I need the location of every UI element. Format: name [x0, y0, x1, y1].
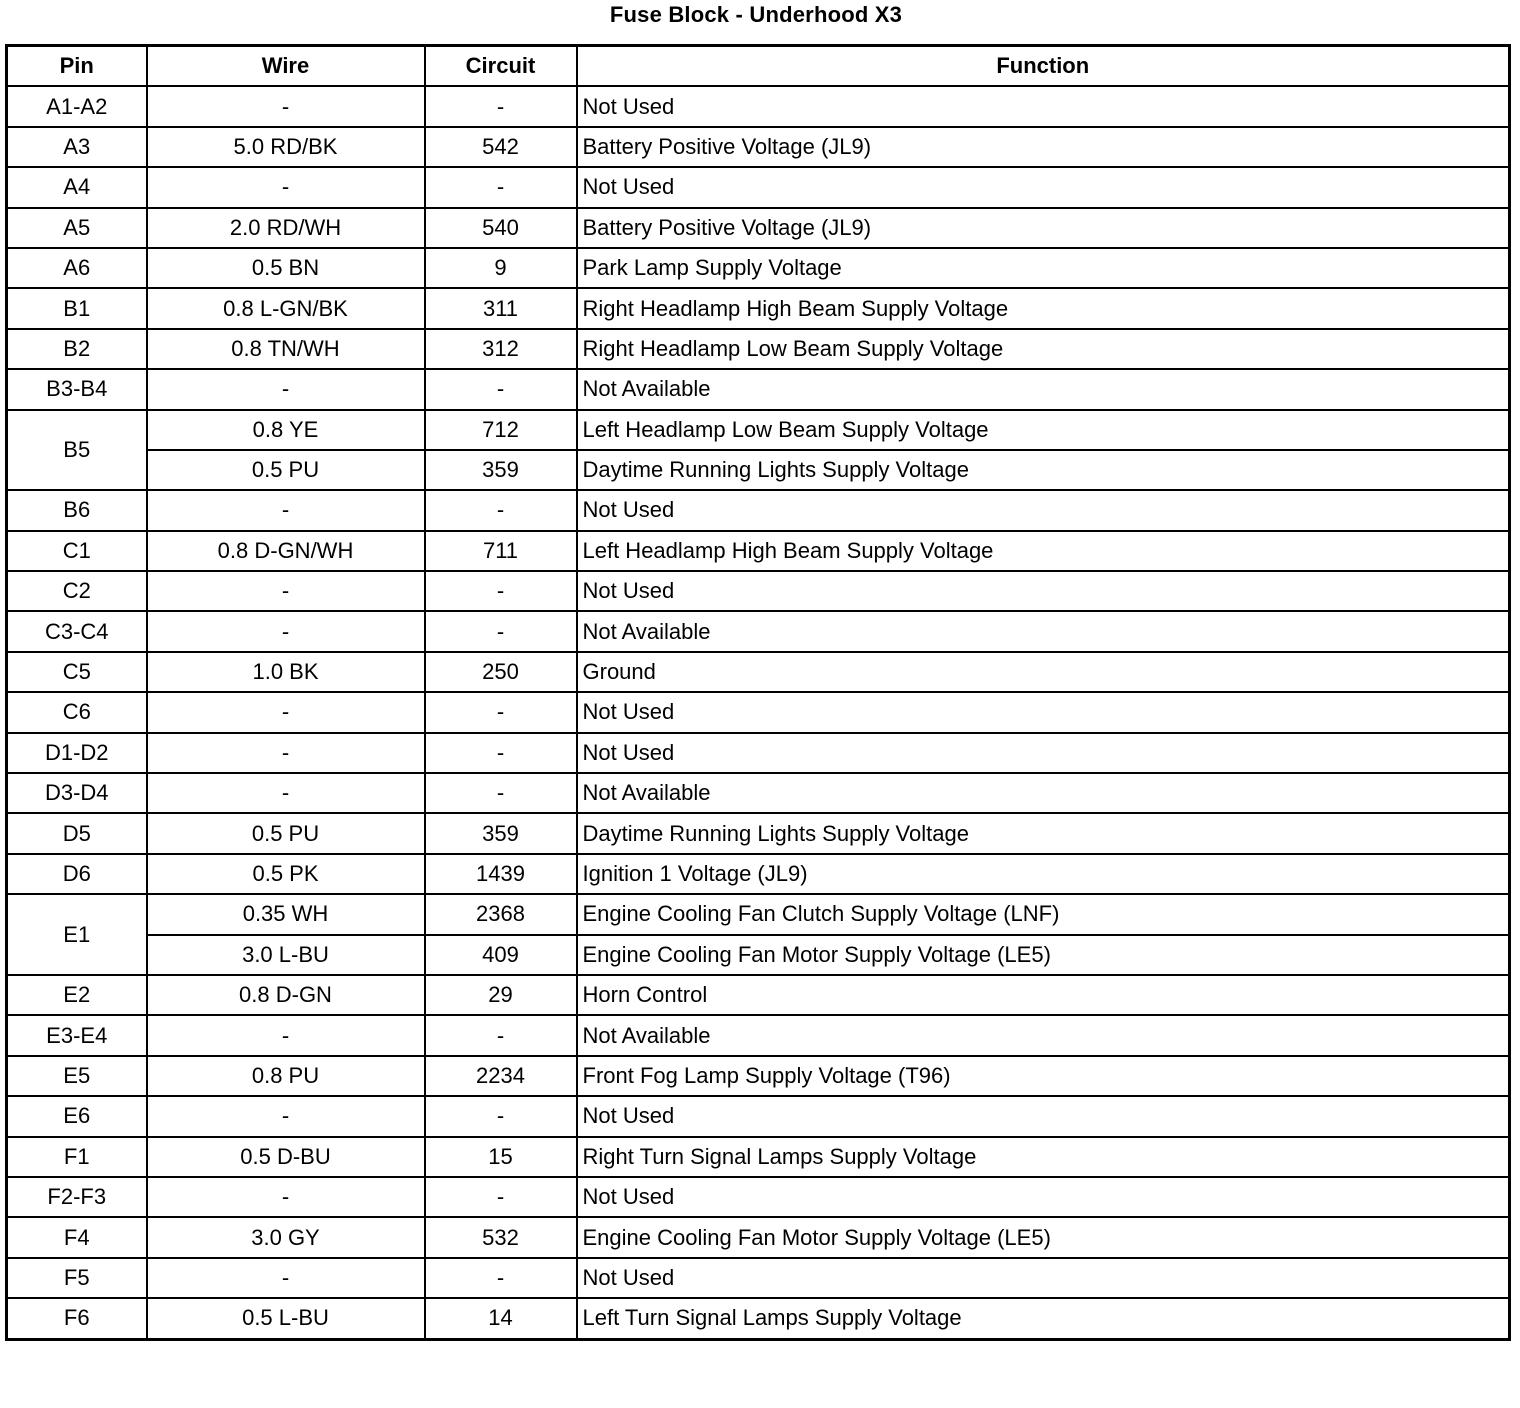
function-cell: Not Used	[577, 692, 1510, 732]
wire-cell: 3.0 GY	[147, 1217, 425, 1257]
function-cell: Ignition 1 Voltage (JL9)	[577, 854, 1510, 894]
wire-cell: 0.5 PK	[147, 854, 425, 894]
table-row	[7, 773, 1510, 813]
function-cell: Not Used	[577, 1258, 1510, 1298]
pin-cell: B1	[7, 288, 147, 328]
circuit-cell: -	[425, 1015, 577, 1055]
circuit-cell: 712	[425, 410, 577, 450]
table-row	[7, 813, 1510, 853]
pin-cell: C2	[7, 571, 147, 611]
function-cell: Not Used	[577, 733, 1510, 773]
header-wire: Wire	[147, 46, 425, 87]
table-row	[7, 1217, 1510, 1257]
function-cell: Right Turn Signal Lamps Supply Voltage	[577, 1137, 1510, 1177]
table-row	[7, 450, 1510, 490]
pin-cell: F6	[7, 1298, 147, 1339]
circuit-cell: -	[425, 733, 577, 773]
wire-cell: 2.0 RD/WH	[147, 208, 425, 248]
function-cell: Engine Cooling Fan Motor Supply Voltage (LE5)	[577, 935, 1510, 975]
circuit-cell: 250	[425, 652, 577, 692]
table-row	[7, 1137, 1510, 1177]
circuit-cell: 29	[425, 975, 577, 1015]
wire-cell: -	[147, 1015, 425, 1055]
function-cell: Not Used	[577, 490, 1510, 530]
pin-cell: B6	[7, 490, 147, 530]
circuit-cell: -	[425, 1096, 577, 1136]
wire-cell: -	[147, 490, 425, 530]
table-row	[7, 1096, 1510, 1136]
table-row	[7, 1258, 1510, 1298]
function-cell: Battery Positive Voltage (JL9)	[577, 127, 1510, 167]
circuit-cell: -	[425, 692, 577, 732]
function-cell: Not Used	[577, 167, 1510, 207]
table-row	[7, 531, 1510, 571]
header-circuit: Circuit	[425, 46, 577, 87]
function-cell: Battery Positive Voltage (JL9)	[577, 208, 1510, 248]
wire-cell: -	[147, 773, 425, 813]
wire-cell: -	[147, 167, 425, 207]
wire-cell: 0.5 BN	[147, 248, 425, 288]
wire-cell: 0.5 L-BU	[147, 1298, 425, 1339]
pin-cell: E6	[7, 1096, 147, 1136]
wire-cell: 1.0 BK	[147, 652, 425, 692]
table-row	[7, 692, 1510, 732]
function-cell: Not Available	[577, 1015, 1510, 1055]
circuit-cell: -	[425, 490, 577, 530]
pin-cell: A6	[7, 248, 147, 288]
circuit-cell: 9	[425, 248, 577, 288]
circuit-cell: -	[425, 86, 577, 126]
circuit-cell: -	[425, 1258, 577, 1298]
circuit-cell: 359	[425, 813, 577, 853]
function-cell: Front Fog Lamp Supply Voltage (T96)	[577, 1056, 1510, 1096]
function-cell: Left Headlamp Low Beam Supply Voltage	[577, 410, 1510, 450]
function-cell: Daytime Running Lights Supply Voltage	[577, 813, 1510, 853]
header-pin: Pin	[7, 46, 147, 87]
function-cell: Ground	[577, 652, 1510, 692]
wire-cell: -	[147, 571, 425, 611]
function-cell: Engine Cooling Fan Clutch Supply Voltage (LNF)	[577, 894, 1510, 934]
table-row	[7, 652, 1510, 692]
table-row	[7, 571, 1510, 611]
pin-cell: F2-F3	[7, 1177, 147, 1217]
function-cell: Left Headlamp High Beam Supply Voltage	[577, 531, 1510, 571]
pin-cell: A1-A2	[7, 86, 147, 126]
circuit-cell: 532	[425, 1217, 577, 1257]
circuit-cell: -	[425, 571, 577, 611]
circuit-cell: 312	[425, 329, 577, 369]
pin-cell: E1	[7, 894, 147, 975]
wire-cell: -	[147, 369, 425, 409]
function-cell: Right Headlamp Low Beam Supply Voltage	[577, 329, 1510, 369]
pin-cell: C5	[7, 652, 147, 692]
wire-cell: -	[147, 1096, 425, 1136]
pin-cell: F1	[7, 1137, 147, 1177]
table-row	[7, 490, 1510, 530]
circuit-cell: 359	[425, 450, 577, 490]
wire-cell: 0.8 D-GN/WH	[147, 531, 425, 571]
circuit-cell: 409	[425, 935, 577, 975]
pin-cell: A3	[7, 127, 147, 167]
circuit-cell: 2368	[425, 894, 577, 934]
circuit-cell: 1439	[425, 854, 577, 894]
wire-cell: 0.8 PU	[147, 1056, 425, 1096]
header-row	[7, 46, 1510, 87]
table-row	[7, 329, 1510, 369]
pin-cell: D5	[7, 813, 147, 853]
pin-cell: C6	[7, 692, 147, 732]
function-cell: Not Available	[577, 369, 1510, 409]
function-cell: Park Lamp Supply Voltage	[577, 248, 1510, 288]
circuit-cell: 711	[425, 531, 577, 571]
wire-cell: 0.8 L-GN/BK	[147, 288, 425, 328]
pin-cell: C1	[7, 531, 147, 571]
function-cell: Not Used	[577, 86, 1510, 126]
wire-cell: -	[147, 1258, 425, 1298]
table-row	[7, 369, 1510, 409]
wire-cell: 0.8 D-GN	[147, 975, 425, 1015]
function-cell: Horn Control	[577, 975, 1510, 1015]
circuit-cell: -	[425, 369, 577, 409]
table-row	[7, 167, 1510, 207]
function-cell: Not Used	[577, 1096, 1510, 1136]
function-cell: Right Headlamp High Beam Supply Voltage	[577, 288, 1510, 328]
circuit-cell: -	[425, 167, 577, 207]
circuit-cell: 311	[425, 288, 577, 328]
pin-cell: D3-D4	[7, 773, 147, 813]
circuit-cell: -	[425, 1177, 577, 1217]
table-row	[7, 248, 1510, 288]
pin-cell: A4	[7, 167, 147, 207]
table-row	[7, 410, 1510, 450]
pin-cell: D1-D2	[7, 733, 147, 773]
function-cell: Not Used	[577, 1177, 1510, 1217]
table-row	[7, 733, 1510, 773]
pin-cell: F5	[7, 1258, 147, 1298]
pin-cell: B5	[7, 410, 147, 491]
function-cell: Not Available	[577, 773, 1510, 813]
table-row	[7, 288, 1510, 328]
table-row	[7, 854, 1510, 894]
pin-table	[5, 44, 1511, 1341]
circuit-cell: -	[425, 611, 577, 651]
pin-cell: D6	[7, 854, 147, 894]
header-function: Function	[577, 46, 1510, 87]
table-row	[7, 86, 1510, 126]
wire-cell: 5.0 RD/BK	[147, 127, 425, 167]
function-cell: Not Used	[577, 571, 1510, 611]
table-row	[7, 1177, 1510, 1217]
wire-cell: -	[147, 692, 425, 732]
wire-cell: 0.5 D-BU	[147, 1137, 425, 1177]
pin-cell: E5	[7, 1056, 147, 1096]
function-cell: Left Turn Signal Lamps Supply Voltage	[577, 1298, 1510, 1339]
table-row	[7, 1056, 1510, 1096]
table-row	[7, 1298, 1510, 1339]
wire-cell: -	[147, 611, 425, 651]
circuit-cell: 14	[425, 1298, 577, 1339]
pin-cell: B3-B4	[7, 369, 147, 409]
pin-cell: E2	[7, 975, 147, 1015]
table-row	[7, 1015, 1510, 1055]
circuit-cell: -	[425, 773, 577, 813]
wire-cell: 0.8 YE	[147, 410, 425, 450]
function-cell: Engine Cooling Fan Motor Supply Voltage (LE5)	[577, 1217, 1510, 1257]
table-row	[7, 611, 1510, 651]
wire-cell: 0.35 WH	[147, 894, 425, 934]
table-row	[7, 208, 1510, 248]
circuit-cell: 2234	[425, 1056, 577, 1096]
wire-cell: 0.8 TN/WH	[147, 329, 425, 369]
wire-cell: 0.5 PU	[147, 813, 425, 853]
circuit-cell: 15	[425, 1137, 577, 1177]
wire-cell: 0.5 PU	[147, 450, 425, 490]
table-row	[7, 975, 1510, 1015]
wire-cell: -	[147, 733, 425, 773]
pin-cell: C3-C4	[7, 611, 147, 651]
pin-cell: A5	[7, 208, 147, 248]
page-title: Fuse Block - Underhood X3	[609, 2, 903, 27]
pin-cell: B2	[7, 329, 147, 369]
table-row	[7, 935, 1510, 975]
circuit-cell: 542	[425, 127, 577, 167]
wire-cell: -	[147, 1177, 425, 1217]
circuit-cell: 540	[425, 208, 577, 248]
wire-cell: -	[147, 86, 425, 126]
function-cell: Daytime Running Lights Supply Voltage	[577, 450, 1510, 490]
table-row	[7, 894, 1510, 934]
pin-cell: E3-E4	[7, 1015, 147, 1055]
function-cell: Not Available	[577, 611, 1510, 651]
pin-cell: F4	[7, 1217, 147, 1257]
table-row	[7, 127, 1510, 167]
wire-cell: 3.0 L-BU	[147, 935, 425, 975]
